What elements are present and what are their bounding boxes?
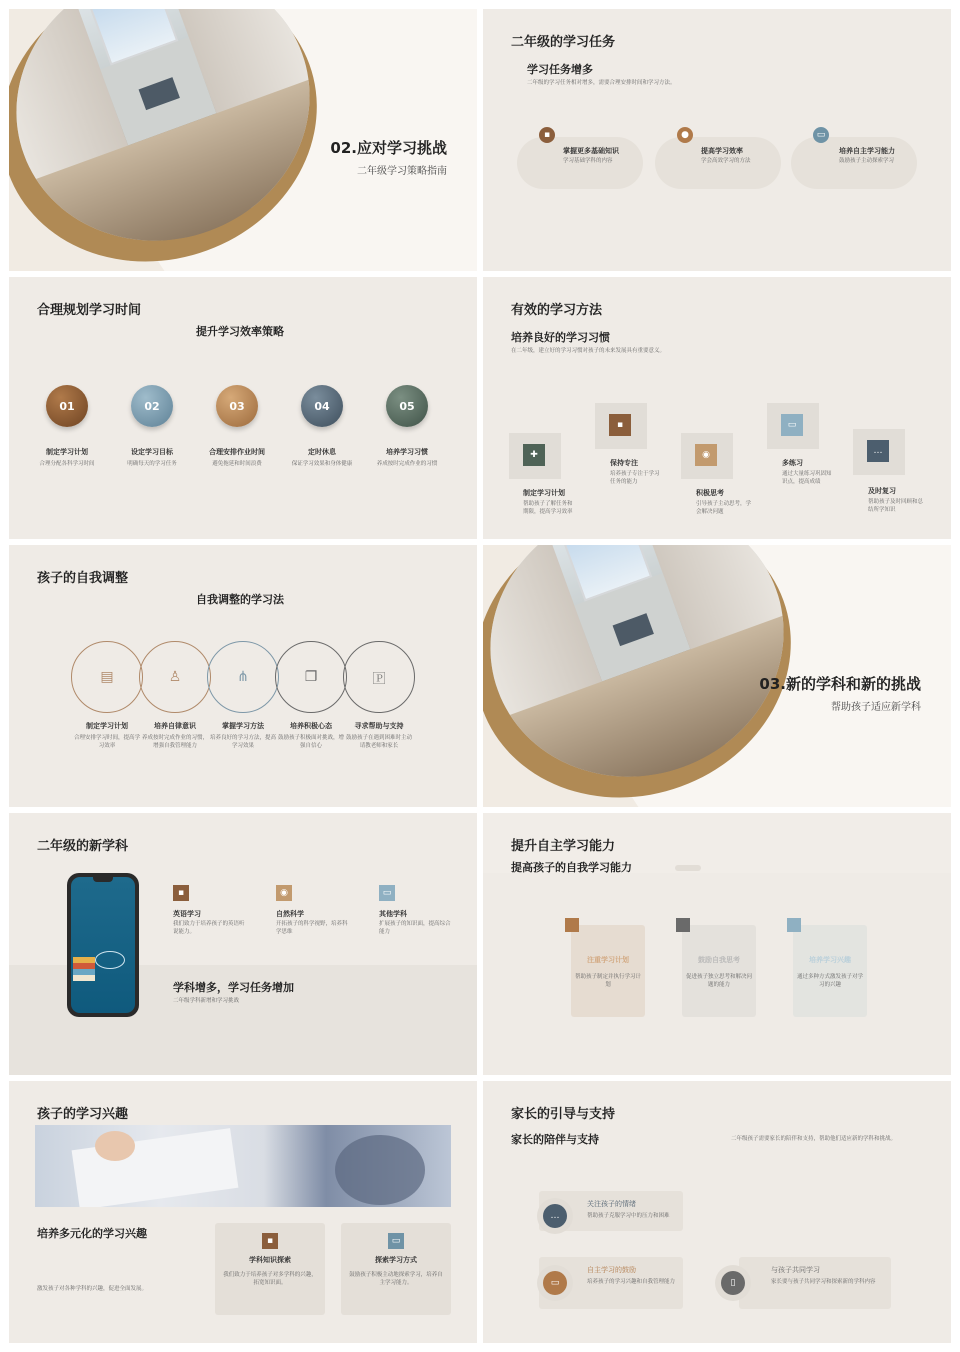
step-number-badge: 03 [216,385,258,427]
section-title: 培养良好的学习习惯 [511,331,610,344]
support-label: 关注孩子的情绪 [587,1200,636,1208]
cover-title: 03.新的学科和新的挑战 [759,675,921,693]
method-label: 制定学习计划 [523,489,565,497]
step-desc: 避免拖延和时间浪费 [212,461,262,467]
laptop-icon: ▭ [379,885,395,901]
task-desc: 鼓励孩子主动探索学习 [839,158,895,164]
method-label: 及时复习 [868,487,896,495]
method-desc: 帮助孩子及时回顾和总结所学知识 [868,499,924,514]
ring-label: 掌握学习方法 [222,722,264,730]
subject-label: 自然科学 [276,910,304,918]
slide-cover-02[interactable] [9,9,477,271]
slide-learning-tasks[interactable] [483,9,951,271]
user-icon: ♙ [168,669,182,685]
decor-pill [675,865,701,871]
picture-icon: ▪ [609,414,631,436]
support-label: 自主学习的鼓励 [587,1266,636,1274]
slide-title: 有效的学习方法 [511,303,603,318]
card-label: 注重学习计划 [587,956,629,964]
subject-desc: 扩展孩子的知识面，提高综合能力 [379,921,451,936]
ring-desc: 鼓励孩子在遇到困难时主动请教老师和家长 [345,735,412,750]
chat-icon: … [543,1204,567,1228]
section-title: 提升学习效率策略 [196,325,284,338]
card-desc: 通过多种方式激发孩子对学习的兴趣 [797,974,864,989]
cover-subtitle: 帮助孩子适应新学科 [831,702,921,713]
ring-desc: 鼓励孩子积极面对挑战，增强自信心 [277,735,344,750]
support-label: 与孩子共同学习 [771,1266,820,1274]
method-label: 保持专注 [610,459,638,467]
subject-label: 英语学习 [173,910,201,918]
card-marker [565,918,579,932]
card-desc: 鼓励孩子积极主动地探索学习，培养自主学习能力。 [349,1272,443,1287]
step-desc: 明确每天的学习任务 [127,461,177,467]
support-desc: 家长要与孩子共同学习和探索新的学科内容 [771,1279,876,1285]
section-title: 培养多元化的学习兴趣 [37,1227,147,1240]
study-photo [35,1125,451,1207]
document-icon-ring [715,1265,751,1301]
phone-mockup [67,873,139,1017]
slide-self-learning[interactable] [483,813,951,1075]
laptop-icon: ▭ [543,1271,567,1295]
task-desc: 学会高效学习的方法 [701,158,751,164]
laptop-icon: ▭ [388,1233,404,1249]
ability-card[interactable] [682,925,756,1017]
slide-cover-03[interactable] [483,545,951,807]
headline-desc: 二年级学科新增和学习挑战 [173,998,240,1004]
task-label: 提高学习效率 [701,147,743,155]
method-label: 积极思考 [696,489,724,497]
copy-icon: ❐ [304,669,318,685]
section-desc: 二年级孩子需要家长的陪伴和支持，帮助他们适应新的学科和挑战。 [731,1136,897,1142]
picture-icon: ▪ [262,1233,278,1249]
slide-title: 二年级的学习任务 [511,35,616,50]
subject-label: 其他学科 [379,910,407,918]
card-marker [676,918,690,932]
ability-card[interactable] [793,925,867,1017]
card-desc: 促进孩子独立思考和解决问题的能力 [686,974,753,989]
method-desc: 帮助孩子了解任务和期限，提高学习效率 [523,501,573,516]
ring-label: 制定学习计划 [86,722,128,730]
card-label: 鼓励自我思考 [698,956,740,964]
clipboard-icon: ▤ [100,669,114,685]
card-marker [787,918,801,932]
ring-label: 寻求帮助与支持 [354,722,404,730]
method-ring[interactable] [275,641,347,713]
picture-icon: ▪ [173,885,189,901]
ring-desc: 养成按时完成作业的习惯，增强自我管理能力 [141,735,208,750]
target-icon: ● [677,127,693,143]
target-icon: ◉ [695,444,717,466]
method-desc: 引导孩子主动思考，学会解决问题 [696,501,752,516]
card-label: 学科知识探索 [249,1256,291,1264]
slide-title: 二年级的新学科 [37,839,129,854]
step-desc: 养成按时完成作业的习惯 [376,461,438,467]
slide-parent-support[interactable] [483,1081,951,1343]
step-number-badge: 05 [386,385,428,427]
section-title: 自我调整的学习法 [196,593,284,606]
step-number-badge: 04 [301,385,343,427]
slide-new-subjects[interactable] [9,813,477,1075]
ability-card[interactable] [571,925,645,1017]
slide-title: 孩子的自我调整 [37,571,129,586]
step-number-badge: 01 [46,385,88,427]
section-desc: 二年级的学习任务相对增多，需要合理安排时间和学习方法。 [527,80,676,86]
method-desc: 培养孩子专注于学习任务的能力 [610,471,660,486]
step-desc: 合理分配各科学习时间 [39,461,95,467]
slide-title: 合理规划学习时间 [37,303,142,318]
ring-desc: 培养良好的学习方法，提高学习效果 [209,735,276,750]
task-desc: 学习基础学科的内容 [563,158,613,164]
card-desc: 帮助孩子制定并执行学习计划 [575,974,642,989]
section-title: 学习任务增多 [527,63,593,76]
ring-desc: 合理安排学习时间，提高学习效率 [73,735,140,750]
support-desc: 帮助孩子克服学习中的压力和困难 [587,1213,670,1219]
step-number-badge: 02 [131,385,173,427]
support-desc: 培养孩子的学习兴趣和自我管理能力 [587,1279,676,1285]
laptop-icon: ▭ [813,127,829,143]
card-desc: 我们致力于培养孩子对多学科的兴趣，拓宽知识面。 [223,1272,317,1287]
slide-self-adjust[interactable] [9,545,477,807]
chat-icon-ring [537,1198,573,1234]
card-label: 探索学习方式 [375,1256,417,1264]
step-label: 培养学习习惯 [386,448,428,456]
slide-title: 提升自主学习能力 [511,839,616,854]
slide-time-planning[interactable] [9,277,477,539]
laptop-icon: ▭ [781,414,803,436]
method-ring[interactable] [139,641,211,713]
slide-title: 家长的引导与支持 [511,1107,616,1122]
step-label: 定时休息 [308,448,336,456]
step-label: 设定学习目标 [131,448,173,456]
method-desc: 通过大量练习巩固知识点，提高成绩 [782,471,832,486]
subject-desc: 开拓孩子的科学视野，培养科学思维 [276,921,348,936]
target-icon: ◉ [276,885,292,901]
slide-study-methods[interactable] [483,277,951,539]
section-desc: 激发孩子对各种学科的兴趣，促进全面发展。 [37,1286,148,1292]
method-ring[interactable] [343,641,415,713]
chat-icon: … [867,440,889,462]
laptop-icon-ring [537,1265,573,1301]
ring-label: 培养积极心态 [290,722,332,730]
cover-subtitle: 二年级学习策略指南 [357,166,447,177]
slide-learning-interest[interactable] [9,1081,477,1343]
cover-title: 02.应对学习挑战 [330,139,447,157]
task-label: 培养自主学习能力 [839,147,895,155]
step-desc: 保证学习效果和身体健康 [291,461,353,467]
step-label: 合理安排作业时间 [209,448,265,456]
slide-title: 孩子的学习兴趣 [37,1107,129,1122]
headline: 学科增多，学习任务增加 [173,981,294,994]
method-label: 多练习 [782,459,803,467]
document-icon: 🄿 [372,671,386,687]
ring-label: 培养自律意识 [154,722,196,730]
method-ring[interactable] [207,641,279,713]
section-title: 提高孩子的自我学习能力 [511,861,632,874]
step-label: 制定学习计划 [46,448,88,456]
card-label: 培养学习兴趣 [809,956,851,964]
section-title: 家长的陪伴与支持 [511,1133,599,1146]
section-desc: 在二年级，建立好的学习习惯对孩子的未来发展具有重要意义。 [511,348,666,354]
puzzle-icon: ✚ [523,444,545,466]
network-icon: ⋔ [237,669,249,685]
picture-icon: ▪ [539,127,555,143]
method-ring[interactable] [71,641,143,713]
document-icon: ▯ [721,1271,745,1295]
subject-desc: 我们致力于培养孩子的英语听说能力。 [173,921,245,936]
task-label: 掌握更多基础知识 [563,147,619,155]
